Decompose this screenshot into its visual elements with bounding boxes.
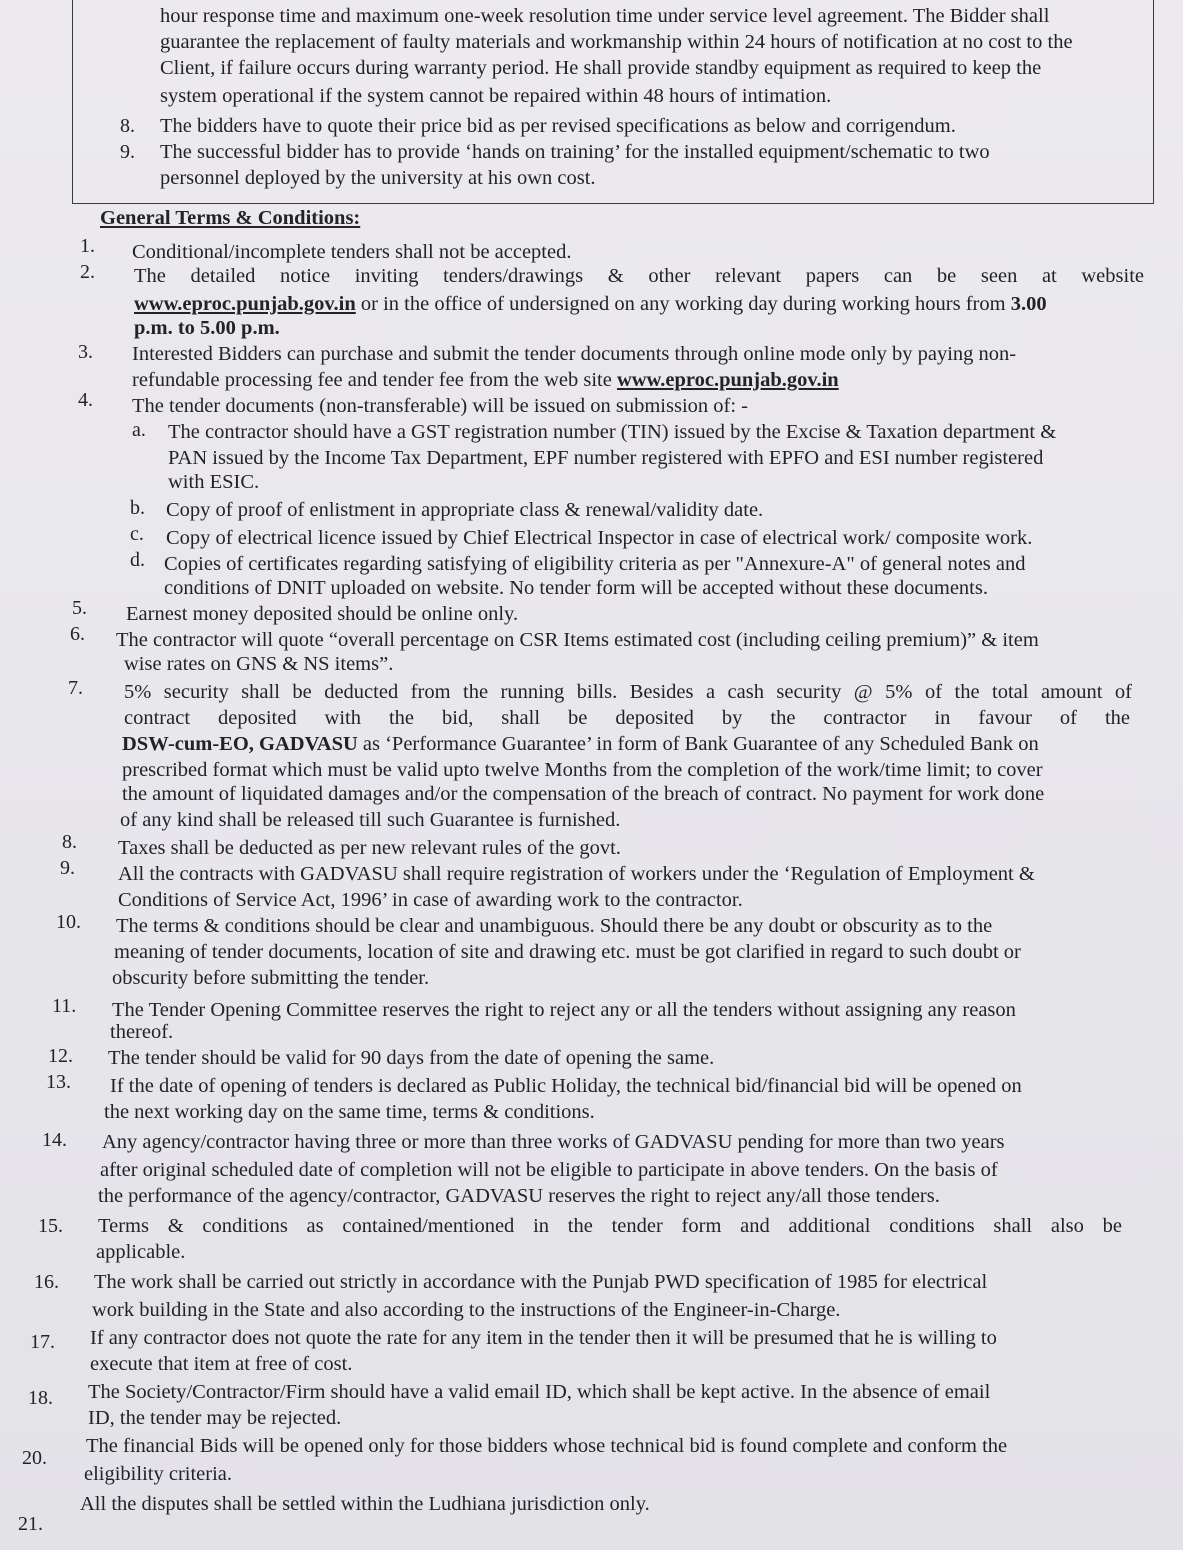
box-item-8-text: The bidders have to quote their price bid as per revised specifications as below and corrigendum. [160,115,956,137]
section-heading: General Terms & Conditions: [100,207,361,229]
item-7-line-4: prescribed format which must be valid upto twelve Months from the completion of the work/time limit; to cover [122,759,1043,781]
item-17-line-2: execute that item at free of cost. [90,1353,353,1375]
item-5-number: 5. [72,597,87,619]
item-8-line-1: Taxes shall be deducted as per new relevant rules of the govt. [118,837,621,859]
item-4d-number: d. [130,549,145,571]
item-4c-number: c. [130,523,144,545]
box-line-3: Client, if failure occurs during warranty period. He shall provide standby equipment as required to keep the [160,57,1042,79]
item-6-number: 6. [70,623,85,645]
item-21-number: 21. [18,1513,43,1535]
item-16-number: 16. [34,1271,59,1293]
item-2-line-3: p.m. to 5.00 p.m. [134,317,280,339]
item-7-line-6: of any kind shall be released till such Guarantee is furnished. [120,809,621,831]
item-13-line-1: If the date of opening of tenders is declared as Public Holiday, the technical bid/financial bid will be opened on [110,1075,1022,1097]
item-3-line-2 [132,368,839,392]
box-item-9-line-2: personnel deployed by the university at his own cost. [160,167,596,189]
item-14-line-2: after original scheduled date of completion will not be eligible to participate in above tenders. On the basis of [100,1159,998,1181]
item-15-line-1: Terms & conditions as contained/mentioned in the tender form and additional conditions shall also be [98,1215,1122,1237]
item-20-line-2: eligibility criteria. [84,1463,233,1485]
item-2-time-start: 3.00 [1010,293,1047,315]
item-7-number: 7. [68,677,83,699]
item-3-number: 3. [78,341,93,363]
item-4c-line-1: Copy of electrical licence issued by Chief Electrical Inspector in case of electrical work/ composite work. [166,527,1033,549]
item-16-line-1: The work shall be carried out strictly in accordance with the Punjab PWD specification of 1985 for electrical [94,1271,988,1293]
item-4b-line-1: Copy of proof of enlistment in appropriate class & renewal/validity date. [166,499,764,521]
item-4b-number: b. [130,497,145,519]
item-4a-line-1: The contractor should have a GST registration number (TIN) issued by the Excise & Taxation department & [168,421,1057,443]
item-12-line-1: The tender should be valid for 90 days from the date of opening the same. [108,1047,715,1069]
item-18-number: 18. [28,1387,53,1409]
item-9-line-1: All the contracts with GADVASU shall require registration of workers under the ‘Regulation of Employment & [118,863,1035,885]
item-17-number: 17. [30,1331,55,1353]
item-15-number: 15. [38,1215,63,1237]
item-2-website-link[interactable]: www.eproc.punjab.gov.in [134,293,356,315]
item-15-line-2: applicable. [96,1241,186,1263]
item-2-line-2-text: or in the office of undersigned on any working day during working hours from [355,293,1011,315]
item-7-beneficiary: DSW-cum-EO, GADVASU [122,733,358,755]
item-4a-number: a. [132,419,146,441]
item-4d-line-2: conditions of DNIT uploaded on website. No tender form will be accepted without these documents. [164,577,988,599]
item-3-website-link[interactable]: www.eproc.punjab.gov.in [616,369,839,391]
item-10-line-2: meaning of tender documents, location of site and drawing etc. must be got clarified in regard to such doubt or [114,941,1021,963]
item-2-line-1: The detailed notice inviting tenders/drawings & other relevant papers can be seen at website [134,265,1144,287]
item-13-line-2: the next working day on the same time, terms & conditions. [104,1101,595,1123]
item-14-line-1: Any agency/contractor having three or more than three works of GADVASU pending for more than two years [102,1131,1005,1153]
item-7-line-3 [122,732,1039,756]
box-line-2: guarantee the replacement of faulty materials and workmanship within 24 hours of notification at no cost to the [160,31,1073,53]
item-2-line-2 [134,292,1047,316]
box-line-4: system operational if the system cannot be repaired within 48 hours of intimation. [160,85,832,107]
item-16-line-2: work building in the State and also according to the instructions of the Engineer-in-Charge. [92,1299,841,1321]
item-13-number: 13. [46,1071,71,1093]
item-10-line-1: The terms & conditions should be clear and unambiguous. Should there be any doubt or obscurity as to the [116,915,993,937]
item-4a-line-3: with ESIC. [168,471,260,493]
item-4a-line-2: PAN issued by the Income Tax Department, EPF number registered with EPFO and ESI number registered [168,447,1044,469]
box-item-9-line-1: The successful bidder has to provide ‘hands on training’ for the installed equipment/schematic to two [160,141,990,163]
item-18-line-2: ID, the tender may be rejected. [88,1407,342,1429]
item-10-line-3: obscurity before submitting the tender. [112,967,430,989]
item-11-number: 11. [52,995,77,1017]
item-20-number: 20. [22,1447,47,1469]
item-7-line-3-text: as ‘Performance Guarantee’ in form of Bank Guarantee of any Scheduled Bank on [357,733,1039,755]
item-6-line-1: The contractor will quote “overall percentage on CSR Items estimated cost (including ceiling premium)” & item [116,629,1039,651]
item-11-line-2: thereof. [110,1021,174,1043]
item-7-line-5: the amount of liquidated damages and/or the compensation of the breach of contract. No payment for work done [122,783,1045,805]
item-7-line-2: contract deposited with the bid, shall be deposited by the contractor in favour of the [124,707,1130,729]
item-2-number: 2. [80,261,95,283]
item-8-number: 8. [62,831,77,853]
item-18-line-1: The Society/Contractor/Firm should have a valid email ID, which shall be kept active. In the absence of email [88,1381,991,1403]
item-6-line-2: wise rates on GNS & NS items”. [124,653,394,675]
item-14-line-3: the performance of the agency/contractor, GADVASU reserves the right to reject any/all those tenders. [98,1185,940,1207]
item-4-number: 4. [78,389,93,411]
item-17-line-1: If any contractor does not quote the rate for any item in the tender then it will be presumed that he is willing to [90,1327,997,1349]
box-item-9-number: 9. [120,141,135,163]
item-20-line-1: The financial Bids will be opened only for those bidders whose technical bid is found complete and conform the [86,1435,1008,1457]
item-7-line-1: 5% security shall be deducted from the running bills. Besides a cash security @ 5% of the total amount of [124,681,1132,703]
item-5-line-1: Earnest money deposited should be online only. [126,603,519,625]
item-14-number: 14. [42,1129,67,1151]
box-item-8-number: 8. [120,115,135,137]
item-9-line-2: Conditions of Service Act, 1996’ in case of awarding work to the contractor. [118,889,743,911]
item-4-line-1: The tender documents (non-transferable) will be issued on submission of: - [132,395,748,417]
item-11-line-1: The Tender Opening Committee reserves the right to reject any or all the tenders without assigning any reason [112,999,1016,1021]
item-4d-line-1: Copies of certificates regarding satisfying of eligibility criteria as per "Annexure-A" of general notes and [164,553,1026,575]
item-10-number: 10. [56,911,81,933]
item-12-number: 12. [48,1045,73,1067]
item-3-line-1: Interested Bidders can purchase and submit the tender documents through online mode only by paying non- [132,343,1017,365]
item-21-line-1: All the disputes shall be settled within the Ludhiana jurisdiction only. [80,1493,650,1515]
item-1-text: Conditional/incomplete tenders shall not be accepted. [132,241,572,263]
item-9-number: 9. [60,857,75,879]
box-line-1: hour response time and maximum one-week resolution time under service level agreement. The Bidder shall [160,5,1050,27]
item-3-line-2-text: refundable processing fee and tender fee from the web site [132,369,617,391]
item-1-number: 1. [80,235,95,257]
